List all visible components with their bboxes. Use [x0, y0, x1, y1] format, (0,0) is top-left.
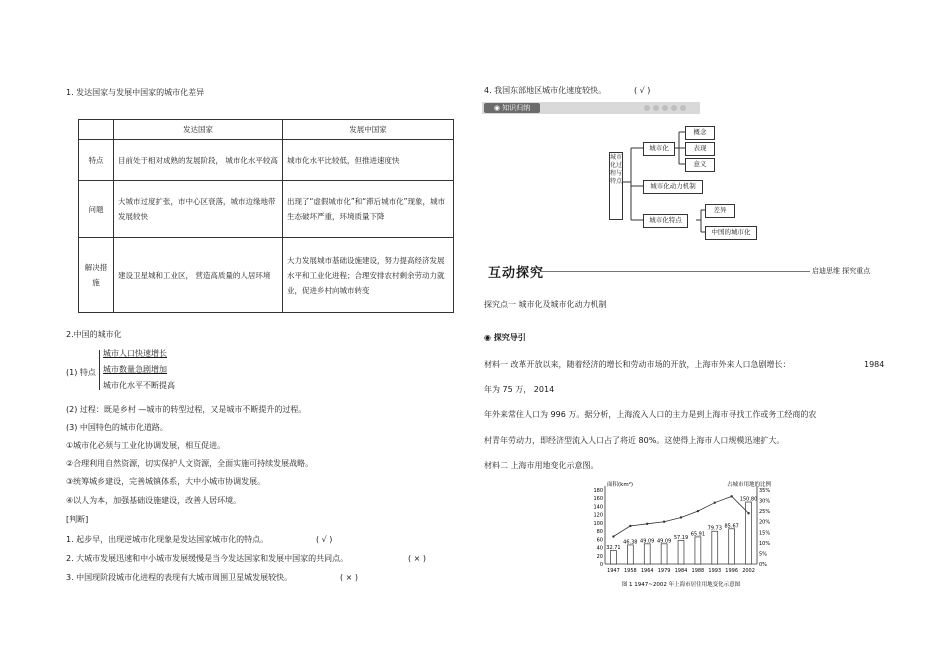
x-tick-label: 1996 [725, 568, 739, 574]
percent-point [680, 516, 682, 518]
material-text: 年为 75 万， 2014 [484, 385, 555, 394]
table-header-cell: 发达国家 [114, 120, 283, 140]
bar-value-label: 49.09 [640, 538, 655, 545]
point-item: ③统筹城乡建设，完善城镇体系，大中小城市协调发展。 [66, 477, 266, 486]
x-tick-label: 1947 [607, 568, 620, 574]
y-tick-label: 140 [593, 504, 603, 511]
mindmap-node: 意义 [685, 158, 715, 172]
x-tick-label: 1984 [674, 568, 688, 574]
percent-point [730, 495, 732, 497]
bar-value-label: 32.71 [606, 545, 621, 552]
chart-title: 图 1 1947~2002 年上海市居住用地变化示意图 [621, 582, 741, 588]
section-title: 互动探究 [488, 266, 545, 281]
y2-axis-label: 占城市用地的比例 [727, 482, 772, 488]
table-row [79, 181, 454, 238]
mindmap-node: 城市化动力机制 [643, 180, 703, 194]
bar [610, 551, 616, 564]
bar [695, 537, 701, 564]
bar-value-label: 49.09 [656, 538, 672, 545]
material-text: 材料二 上海市用地变化示意图。 [484, 461, 599, 470]
decor-dot [680, 105, 686, 111]
judge-mark: ( × ) [340, 573, 359, 582]
y-tick-label: 60 [596, 537, 603, 544]
percent-point [663, 521, 665, 523]
row-label: 问题 [79, 181, 114, 238]
bar-value-label: 57.19 [673, 534, 689, 541]
knowledge-tag: ◉ 知识归纳 [484, 103, 540, 113]
table-cell: 城市化水平比较低，但推进速度快 [283, 140, 454, 181]
bar [712, 531, 718, 564]
point-item: ④以人为本，加强基础设施建设，改善人居环境。 [66, 496, 242, 505]
judge-item: 4. 我国东部地区城市化速度较快。 [484, 86, 607, 95]
section-right-label: 启迪思维 探究重点 [812, 267, 871, 275]
material-year: 1984 [864, 360, 885, 369]
y2-tick-label: 10% [759, 540, 771, 547]
process-text: (2) 过程：既是乡村 —城市的转型过程，又是城市不断提升的过程。 [66, 405, 307, 414]
x-tick-label: 1993 [708, 568, 722, 574]
bar-value-label: 79.73 [707, 525, 722, 532]
bar [661, 544, 667, 564]
decor-dot [653, 105, 659, 111]
decor-dot [662, 105, 668, 111]
bar-value-label: 65.91 [690, 531, 706, 538]
decor-dot [671, 105, 677, 111]
percent-point [697, 510, 699, 512]
bar [644, 544, 650, 564]
judge-title: [判断] [66, 515, 89, 524]
heading-comparison: 1. 发达国家与发展中国家的城市化差异 [66, 88, 205, 97]
y-axis-label: 面积(km²) [607, 482, 634, 488]
judge-mark: ( √ ) [316, 535, 333, 544]
y-tick-label: 120 [593, 512, 603, 519]
y2-tick-label: 0% [759, 562, 767, 568]
guide-tag: ◉ 探究导引 [484, 333, 526, 342]
y2-tick-label: 30% [759, 498, 771, 505]
mindmap-node: 城市化特点 [643, 214, 688, 228]
judge-item: 2. 大城市发展迅速和中小城市发展缓慢是当今发达国家和发展中国家的共同点。 [66, 554, 349, 563]
point-item: ②合理利用自然资源，切实保护人文资源，全面实施可持续发展战略。 [66, 459, 314, 468]
mindmap-node: 表现 [685, 142, 715, 156]
table-cell: 出现了“虚假城市化”和“滞后城市化”现象，城市生态破坏严重，环境质量下降 [283, 181, 454, 238]
percent-point [747, 512, 749, 514]
explore-title: 探究点一 城市化及城市化动力机制 [484, 300, 607, 309]
judge-mark: ( √ ) [634, 86, 651, 95]
table-row [79, 140, 454, 181]
mindmap-node: 概念 [685, 126, 715, 140]
judge-mark: ( × ) [408, 554, 427, 563]
road-text: (3) 中国特色的城市化道路。 [66, 423, 168, 432]
material-text: 年外来常住人口为 996 万。据分析，上海流入人口的主力是到上海市寻找工作或务工经商的农 [484, 410, 817, 419]
decor-dot [644, 105, 650, 111]
comparison-table [78, 119, 454, 313]
percent-point [612, 535, 614, 537]
y-tick-label: 100 [593, 520, 603, 527]
y-tick-label: 40 [596, 545, 603, 552]
features-brace [99, 350, 100, 390]
bar-value-label: 46.38 [623, 539, 638, 546]
feature-item: 城市人口快速增长 [103, 349, 167, 358]
material-text: 材料一 改革开放以来，随着经济的增长和劳动市场的开放，上海市外来人口急剧增长： [484, 360, 791, 369]
mindmap-node: 差异 [705, 204, 735, 218]
table-cell: 大力发展城市基础设施建设，努力提高经济发展水平和工业化进程；合理安排农村剩余劳动力就业，促进乡村向城市转变 [283, 238, 454, 313]
table-cell: 建设卫星城和工业区， 营造高质量的人居环境 [114, 238, 283, 313]
percent-point [629, 525, 631, 527]
point-item: ①城市化必须与工业化协调发展，相互促进。 [66, 441, 226, 450]
row-label: 解决措施 [79, 238, 114, 313]
feature-item: 城市化水平不断提高 [103, 381, 175, 390]
y2-tick-label: 5% [759, 551, 767, 558]
table-header-cell: 发展中国家 [283, 120, 454, 140]
table-cell: 大城市过度扩张，市中心区衰落，城市边缘地带发展较快 [114, 181, 283, 238]
table-cell: 目前处于相对成熟的发展阶段， 城市化水平较高 [114, 140, 283, 181]
y-tick-label: 180 [593, 488, 603, 494]
mindmap-root: 城市化过程与特点 [609, 152, 623, 220]
mindmap-node: 城市化 [643, 142, 675, 156]
x-tick-label: 1988 [691, 568, 705, 574]
y-tick-label: 20 [596, 553, 603, 560]
land-use-chart [585, 478, 785, 590]
y-tick-label: 160 [593, 496, 603, 503]
judge-item: 1. 起步早，出现逆城市化现象是发达国家城市化的特点。 [66, 535, 269, 544]
bar-value-label: 150.80 [739, 496, 758, 503]
y2-tick-label: 25% [759, 509, 771, 516]
y-tick-label: 0 [599, 562, 603, 568]
x-tick-label: 1964 [640, 568, 654, 574]
table-header-cell [79, 120, 114, 140]
table-header-row [79, 120, 454, 140]
percent-point [714, 501, 716, 503]
material-text: 村青年劳动力，即经济型流入人口占了将近 80%。这使得上海市人口规模迅速扩大。 [484, 436, 785, 445]
bar [729, 529, 735, 564]
bar [678, 540, 684, 564]
row-label: 特点 [79, 140, 114, 181]
x-tick-label: 1979 [657, 568, 671, 574]
y2-tick-label: 15% [759, 530, 771, 537]
mindmap-node: 中国的城市化 [705, 226, 757, 240]
bar-value-label: 85.67 [724, 523, 739, 530]
x-tick-label: 2002 [742, 568, 755, 574]
x-tick-label: 1958 [623, 568, 637, 574]
y2-tick-label: 35% [759, 488, 771, 494]
judge-item: 3. 中国现阶段城市化进程的表现有大城市周围卫星城发展较快。 [66, 573, 293, 582]
percent-point [646, 523, 648, 525]
section-rule [542, 271, 810, 272]
table-row [79, 238, 454, 313]
bar [627, 545, 633, 564]
y-tick-label: 80 [596, 529, 603, 536]
y2-tick-label: 20% [759, 519, 771, 526]
heading-china-urbanization: 2.中国的城市化 [66, 330, 122, 339]
feature-item: 城市数量急剧增加 [103, 365, 167, 374]
features-label: (1) 特点 [66, 368, 96, 377]
